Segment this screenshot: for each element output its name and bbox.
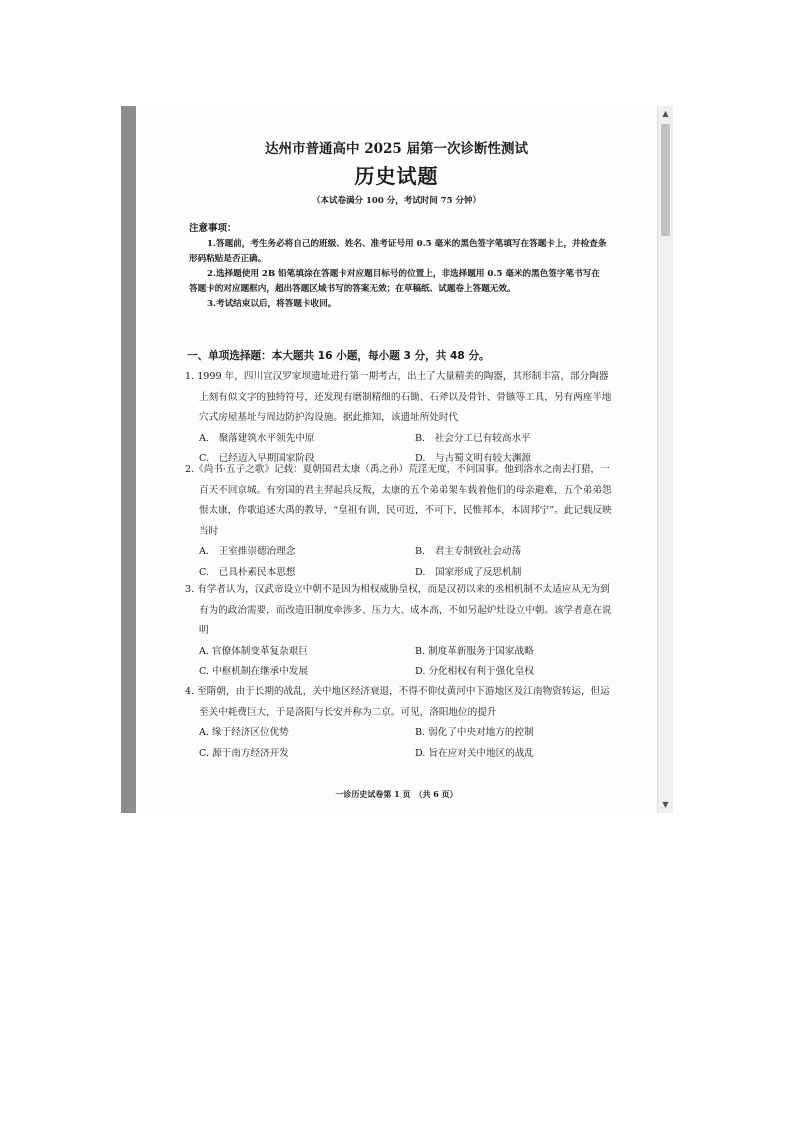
option-b: B. 社会分工已有较高水平 — [415, 432, 531, 444]
question-stem: 3. 有学者认为，汉武帝设立中朝不是因为相权威胁皇权，而是汉初以来的丞相机制不太适应从无为到有为的政治需要，而改造旧制度牵涉多、压力大、成本高，不如另起炉灶设立中朝。该学者意在说明 — [185, 584, 612, 636]
option-b: B. 弱化了中央对地方的控制 — [415, 727, 534, 738]
option-d: D. 旨在应对关中地区的战乱 — [415, 747, 534, 759]
exam-title: 达州市普通高中 2025 届第一次诊断性测试 — [265, 141, 528, 157]
subject-title: 历史试题 — [354, 164, 439, 188]
question-3 — [185, 580, 617, 683]
vertical-scrollbar[interactable] — [657, 106, 673, 813]
page-footer: 一诊历史试卷第 1 页 （共 6 页） — [335, 789, 458, 799]
option-a: A. 王室推崇德治理念 — [199, 546, 296, 557]
question-options — [185, 723, 617, 764]
notice-heading: 注意事项： — [189, 223, 237, 234]
question-1 — [185, 367, 617, 470]
scroll-up-arrow-icon[interactable]: ▲ — [662, 109, 669, 118]
option-a: A. 官僚体制变革复杂艰巨 — [199, 645, 308, 657]
question-2 — [185, 460, 617, 583]
option-c: C. 已具朴素民本思想 — [199, 566, 296, 578]
exam-subtitle: （本试卷满分 100 分，考试时间 75 分钟） — [312, 196, 481, 206]
question-stem: 1. 1999 年，四川宣汉罗家坝遗址进行第一期考古，出土了大量精美的陶器，其形制丰富，部分陶器上刻有似文字的独特符号，还发现有磨制精细的石锄、石斧以及骨针、骨镞等工具，另有两座半地穴式房屋基址与周边防护沟设施。据此推知，该遗址所处时代 — [185, 371, 612, 423]
option-b: B. 君主专制致社会动荡 — [415, 546, 522, 557]
notice-item: 2.选择题使用 2B 铅笔填涂在答题卡对应题目标号的位置上，非选择题用 0.5 毫米的黑色签字笔书写在答题卡的对应题框内，超出答题区域书写的答案无效；在草稿纸、试题卷上答题无效。 — [189, 269, 600, 294]
option-c: C. 源于南方经济开发 — [199, 747, 289, 759]
option-d: D. 国家形成了反思机制 — [415, 566, 522, 578]
option-d: D. 与古蜀文明有较大渊源 — [415, 453, 531, 464]
section-heading: 一、单项选择题：本大题共 16 小题，每小题 3 分，共 48 分。 — [187, 350, 490, 362]
scroll-thumb[interactable] — [661, 124, 670, 236]
question-stem: 4. 至隋朝，由于长期的战乱，关中地区经济衰退，不得不仰仗黄河中下游地区及江南物资转运，但运至关中耗费巨大，于是洛阳与长安并称为二京。可见，洛阳地位的提升 — [185, 686, 610, 718]
question-4 — [185, 682, 617, 764]
question-options — [185, 542, 617, 583]
option-c: C. 中枢机制在继承中发展 — [199, 666, 309, 677]
question-options — [185, 642, 617, 683]
option-b: B. 制度革新服务于国家战略 — [415, 645, 534, 657]
exam-page — [136, 106, 657, 813]
document-viewer[interactable] — [121, 106, 673, 813]
notice-list — [189, 237, 607, 312]
scroll-down-arrow-icon[interactable]: ▼ — [662, 800, 669, 809]
notice-item: 1.答题前，考生务必将自己的班级、姓名、准考证号用 0.5 毫米的黑色签字笔填写在答题卡上，并检查条形码粘贴是否正确。 — [189, 239, 607, 264]
option-c: C. 已经迈入早期国家阶段 — [199, 453, 315, 464]
option-a: A. 缘于经济区位优势 — [199, 727, 289, 738]
notice-item: 3.考试结束以后，将答题卡收回。 — [207, 299, 337, 309]
option-a: A. 聚落建筑水平领先中原 — [199, 432, 315, 444]
option-d: D. 分化相权有利于强化皇权 — [415, 666, 534, 677]
question-stem: 2.《尚书·五子之歌》记载：夏朝国君太康（禹之孙）荒淫无度，不问国事。他到洛水之南去打猎，一百天不回京城。有穷国的君主羿起兵反叛，太康的五个弟弟架车载着他们的母亲避难，五个弟弟怨恨太康，作歌追述大禹的教导，“皇祖有训，民可近，不可下，民惟邦本，本固邦宁”。此记载反映当时 — [185, 464, 612, 537]
